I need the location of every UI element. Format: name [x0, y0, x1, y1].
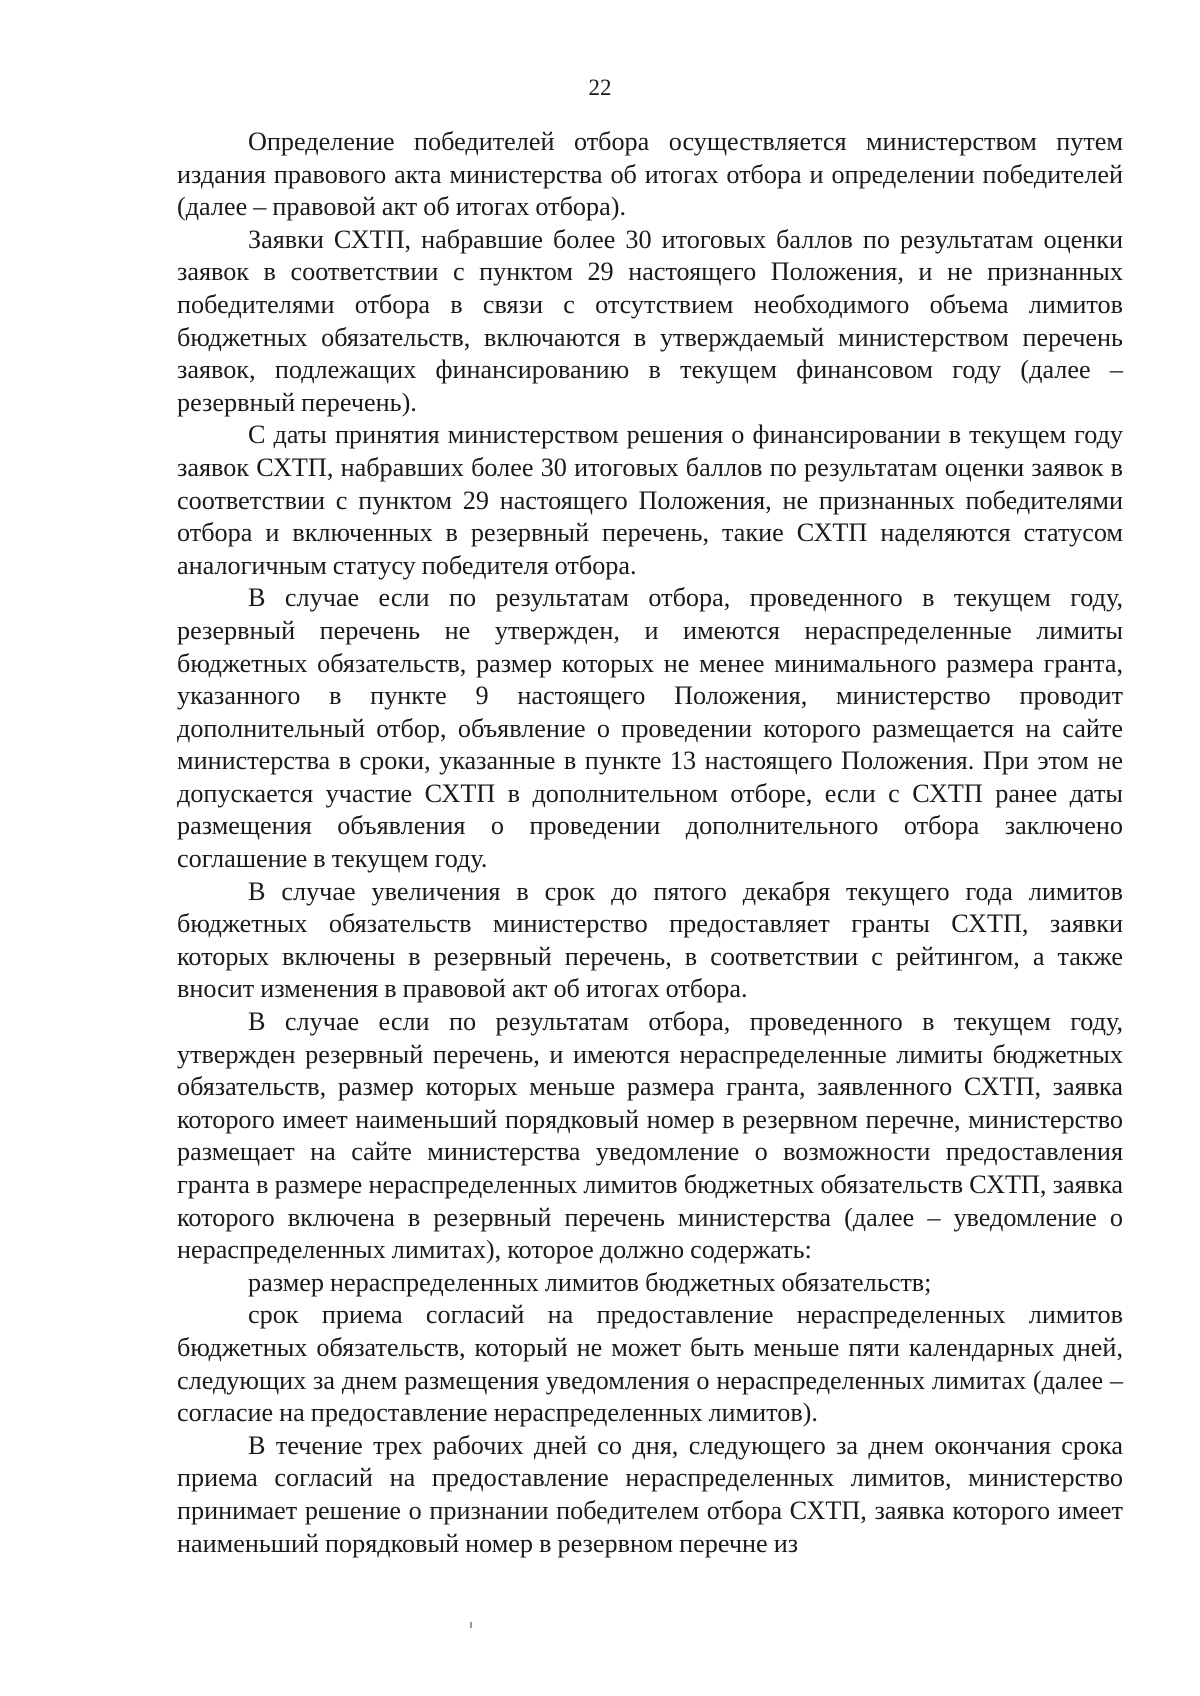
paragraph-limit-increase: В случае увеличения в срок до пятого декабря текущего года лимитов бюджетных обязательств министерство предоставляет гранты СХТП, заявки которых включены в резервный перечень, в соответствии с рейтингом, а также вносит изменения в правовой акт об итогах отбора.: [177, 876, 1123, 1004]
paragraph-winners-determination: Определение победителей отбора осуществляется министерством путем издания правового акта министерства об итогах отбора и определении победителей (далее – правовой акт об итогах отбора).: [177, 127, 1123, 222]
paragraph-additional-selection: В случае если по результатам отбора, проведенного в текущем году, резервный перечень не утвержден, и имеются нераспределенные лимиты бюджетных обязательств, размер которых не менее минимального размера гранта, указанного в пункте 9 настоящего Положения, министерство проводит дополнительный отбор, объявление о проведении которого размещается на сайте министерства в сроки, указанные в пункте 13 настоящего Положения. При этом не допускается участие СХТП в дополнительном отборе, если с СХТП ранее даты размещения объявления о проведении дополнительного отбора заключено соглашение в текущем году.: [177, 583, 1123, 874]
page-number: 22: [588, 75, 612, 100]
paragraph-reserve-list: Заявки СХТП, набравшие более 30 итоговых баллов по результатам оценки заявок в соответствии с пунктом 29 настоящего Положения, и не признанных победителями отбора в связи с отсутствием необходимого объема лимитов бюджетных обязательств, включаются в утверждаемый министерством перечень заявок, подлежащих финансированию в текущем финансовом году (далее – резервный перечень).: [177, 224, 1123, 417]
paragraph-unallocated-limits: В случае если по результатам отбора, проведенного в текущем году, утвержден резервный перечень, и имеются нераспределенные лимиты бюджетных обязательств, размер которых меньше размера гранта, заявленного СХТП, заявка которого имеет наименьший порядковый номер в резервном перечне, министерство размещает на сайте министерства уведомление о возможности предоставления гранта в размере нераспределенных лимитов бюджетных обязательств СХТП, заявка которого включена в резервный перечень министерства (далее – уведомление о нераспределенных лимитах), которое должно содержать:: [177, 1007, 1123, 1265]
paragraph-decision-timing: В течение трех рабочих дней со дня, следующего за днем окончания срока приема согласий на предоставление нераспределенных лимитов, министерство принимает решение о признании победителем отбора СХТП, заявка которого имеет наименьший порядковый номер в резервном перечне из: [177, 1430, 1123, 1558]
document-body: [177, 126, 1123, 1560]
paragraph-list-item-deadline: срок приема согласий на предоставление нераспределенных лимитов бюджетных обязательств, который не может быть меньше пяти календарных дней, следующих за днем размещения уведомления о нераспределенных лимитах (далее – согласие на предоставление нераспределенных лимитов).: [177, 1300, 1123, 1428]
scan-artifact: [470, 1622, 472, 1628]
paragraph-winner-status: С даты принятия министерством решения о финансировании в текущем году заявок СХТП, набравших более 30 итоговых баллов по результатам оценки заявок в соответствии с пунктом 29 настоящего Положения, не признанных победителями отбора и включенных в резервный перечень, такие СХТП наделяются статусом аналогичным статусу победителя отбора.: [177, 420, 1123, 580]
paragraph-list-item-amount: размер нераспределенных лимитов бюджетных обязательств;: [248, 1267, 932, 1297]
